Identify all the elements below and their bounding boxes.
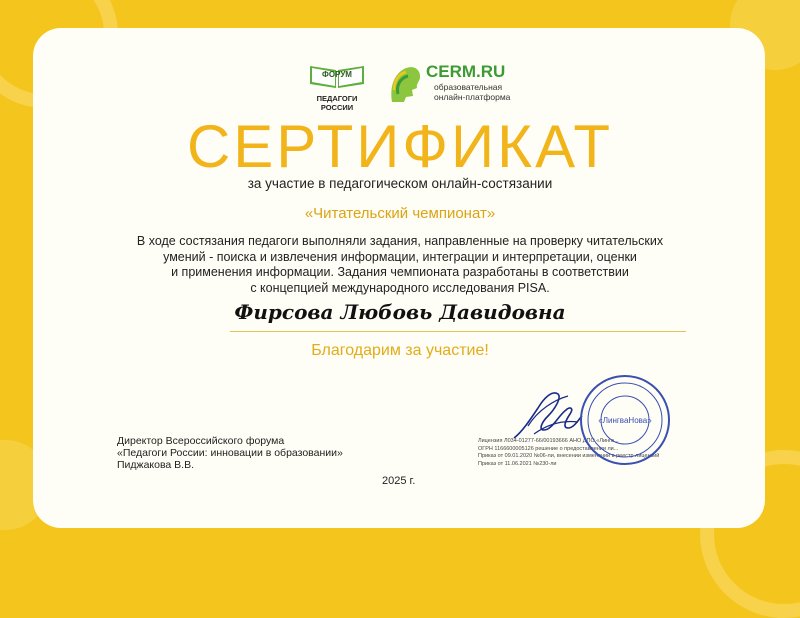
forum-logo-bottom-text: ПЕДАГОГИ РОССИИ bbox=[316, 94, 358, 112]
stamp-text: «ЛингваНова» bbox=[598, 416, 652, 425]
certificate-title: СЕРТИФИКАТ bbox=[186, 113, 614, 180]
event-description bbox=[110, 234, 690, 296]
license-line: Приказ от 11.06.2021 №230-ли bbox=[478, 460, 557, 467]
director-name: Пиджакова В.В. bbox=[117, 459, 195, 471]
license-line: Лицензия Л034-01277-66/00193666 АНО ДПО «Линга... bbox=[478, 438, 619, 444]
recipient-underline bbox=[230, 331, 686, 332]
description-line: В ходе состязания педагоги выполняли задания, направленные на проверку читательских bbox=[136, 234, 664, 248]
cerm-sub-line1: образовательная bbox=[434, 82, 503, 92]
director-title: Директор Всероссийского форума bbox=[117, 435, 285, 447]
forum-logo-top-text: ФОРУМ bbox=[322, 70, 352, 79]
director-forum: «Педагоги России: инновации в образовании» bbox=[117, 447, 343, 459]
recipient-name: Фирсова Любовь Давидовна bbox=[234, 300, 566, 324]
event-name: «Читательский чемпионат» bbox=[304, 205, 496, 222]
forum-logo bbox=[302, 60, 372, 110]
header-logos bbox=[302, 60, 562, 110]
thanks-message: Благодарим за участие! bbox=[311, 342, 489, 359]
organization-stamp bbox=[577, 372, 673, 468]
cerm-logo-subtitle bbox=[434, 82, 510, 102]
cerm-logo-name: CERM.RU bbox=[426, 62, 506, 81]
certificate-subtitle: за участие в педагогическом онлайн-состязании bbox=[247, 176, 553, 191]
issue-year: 2025 г. bbox=[382, 475, 416, 487]
cerm-sub-line2: онлайн-платформа bbox=[434, 92, 511, 102]
description-line: и применения информации. Задания чемпионата разработаны в соответствии bbox=[171, 265, 629, 279]
cerm-logo bbox=[384, 60, 564, 110]
description-line: умений - поиска и извлечения информации, интеграции и интерпретации, оценки bbox=[163, 249, 637, 264]
handwritten-signature bbox=[508, 380, 588, 450]
director-signature-block bbox=[117, 435, 343, 471]
description-line: с концепцией международного исследования PISA. bbox=[250, 280, 550, 295]
license-line: ОГРН 1166600005126 решение о предоставлении ли... bbox=[478, 445, 619, 452]
head-profile-icon bbox=[388, 64, 422, 104]
license-line: Приказ от 09.01.2020 №06-ли, внесении изменений в реестр лицензий bbox=[478, 453, 660, 459]
